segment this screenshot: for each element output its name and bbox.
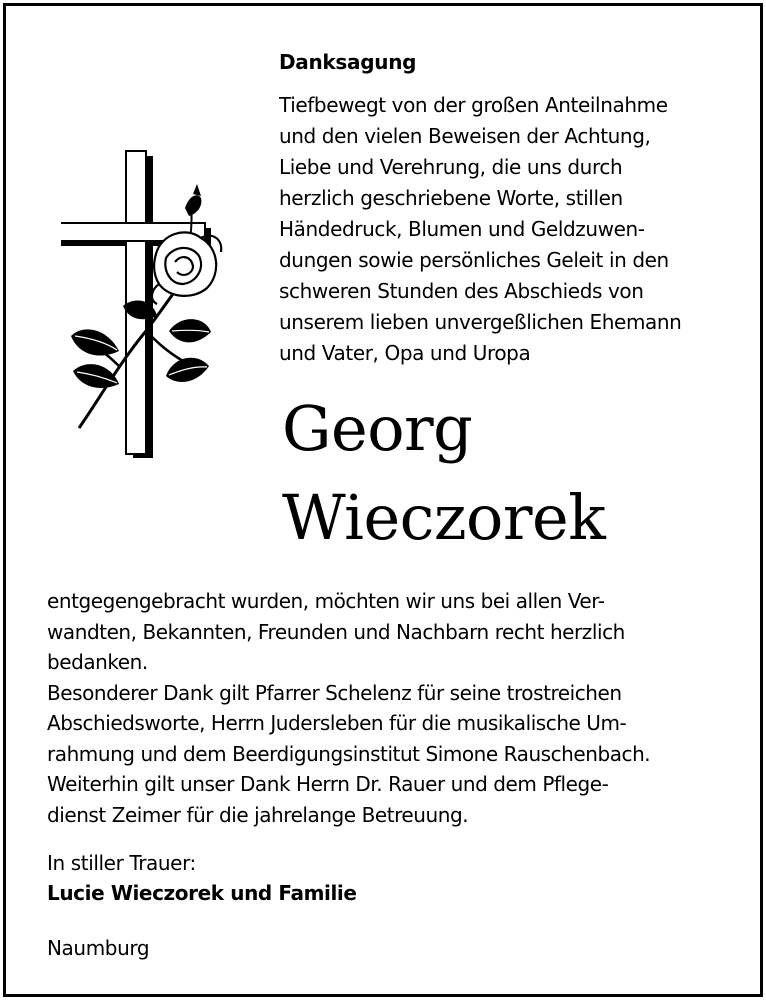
body-text: [47, 586, 747, 830]
intro-line: schweren Stunden des Abschieds von: [279, 279, 644, 303]
intro-line: dungen sowie persönliches Geleit in den: [279, 248, 669, 272]
intro-text: [279, 90, 749, 369]
intro-line: und den vielen Beweisen der Achtung,: [279, 124, 651, 148]
intro-line: unserem lieben unvergeßlichen Ehemann: [279, 310, 682, 334]
place-name: Naumburg: [47, 936, 150, 960]
heading: Danksagung: [279, 50, 417, 74]
cross-with-rose-icon: [61, 146, 236, 466]
intro-line: und Vater, Opa und Uropa: [279, 341, 531, 365]
body-line: dienst Zeimer für die jahrelange Betreuung.: [47, 802, 469, 827]
intro-line: herzlich geschriebene Worte, stillen: [279, 186, 623, 210]
deceased-first-name: Georg: [282, 392, 473, 465]
obituary-frame: [3, 3, 763, 997]
deceased-last-name: Wieczorek: [282, 481, 606, 554]
closing-block: [47, 848, 357, 908]
body-line: Weiterhin gilt unser Dank Herrn Dr. Rauer und dem Pflege-: [47, 772, 609, 796]
body-line: Besonderer Dank gilt Pfarrer Schelenz für seine trostreichen: [47, 680, 622, 705]
closing-phrase: In stiller Trauer:: [47, 851, 196, 875]
body-line: rahmung und dem Beerdigungsinstitut Simone Rauschenbach.: [47, 741, 651, 766]
body-line: wandten, Bekannten, Freunden und Nachbarn recht herzlich: [47, 619, 625, 644]
body-line: Abschiedsworte, Herrn Judersleben für die musikalische Um-: [47, 711, 627, 735]
body-line: entgegengebracht wurden, möchten wir uns bei allen Ver-: [47, 589, 605, 613]
intro-line: Liebe und Verehrung, die uns durch: [279, 155, 623, 179]
body-line: bedanken.: [47, 650, 148, 674]
intro-line: Tiefbewegt von der großen Anteilnahme: [279, 93, 668, 117]
signatory: Lucie Wieczorek und Familie: [47, 881, 357, 905]
intro-line: Händedruck, Blumen und Geldzuwen-: [279, 217, 645, 241]
